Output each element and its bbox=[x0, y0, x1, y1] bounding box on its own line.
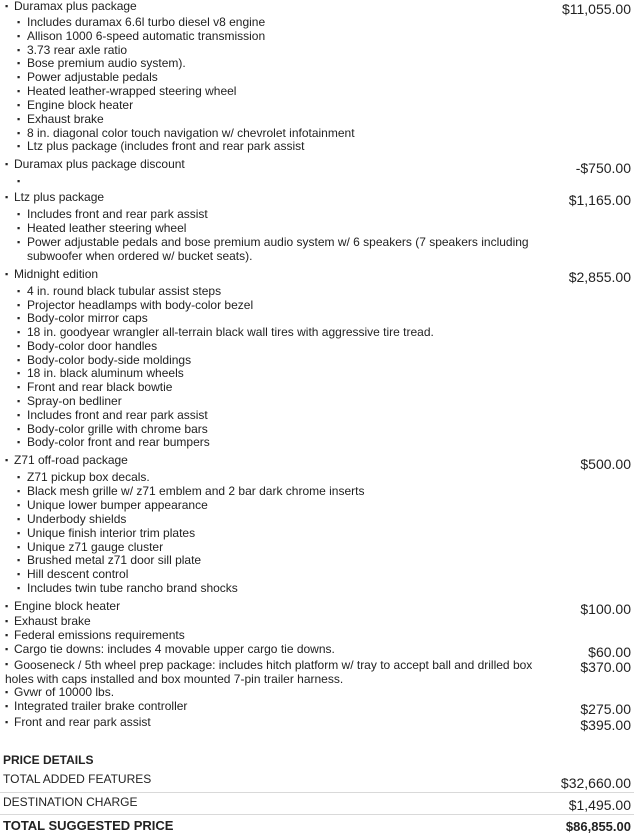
feature-item: ▪ Power adjustable pedals bbox=[17, 71, 547, 85]
option-title: ▪ Cargo tie downs: includes 4 movable upper cargo tie downs. bbox=[5, 643, 335, 656]
feature-item: ▪ Heated leather-wrapped steering wheel bbox=[17, 85, 547, 99]
feature-item: ▪ Z71 pickup box decals. bbox=[17, 471, 547, 485]
option-title: ▪ Federal emissions requirements bbox=[5, 629, 185, 642]
option-price: $11,055.00 bbox=[561, 1, 631, 17]
feature-item: ▪ Projector headlamps with body-color bezel bbox=[17, 299, 547, 313]
feature-item: ▪ Black mesh grille w/ z71 emblem and 2 bar dark chrome inserts bbox=[17, 485, 547, 499]
option-price: $395.00 bbox=[580, 717, 631, 733]
feature-item: ▪ Unique finish interior trim plates bbox=[17, 527, 547, 541]
total-suggested-price-label: TOTAL SUGGESTED PRICE bbox=[3, 818, 174, 833]
option-title: ▪ Gvwr of 10000 lbs. bbox=[5, 686, 114, 699]
feature-item: ▪ Unique z71 gauge cluster bbox=[17, 541, 547, 555]
option-price: $500.00 bbox=[580, 456, 631, 472]
total-added-features-value: $32,660.00 bbox=[560, 775, 631, 791]
feature-item: ▪ 3.73 rear axle ratio bbox=[17, 44, 547, 58]
option-price: $2,855.00 bbox=[568, 269, 631, 285]
feature-item: ▪ Heated leather steering wheel bbox=[17, 222, 547, 236]
option-title: ▪ Integrated trailer brake controller bbox=[5, 700, 187, 713]
feature-item: ▪ Includes twin tube rancho brand shocks bbox=[17, 582, 547, 596]
feature-item: ▪ Body-color front and rear bumpers bbox=[17, 436, 547, 450]
feature-item: ▪ 18 in. goodyear wrangler all-terrain black wall tires with aggressive tire tread. bbox=[17, 326, 547, 340]
option-price: $60.00 bbox=[588, 644, 631, 660]
divider bbox=[0, 814, 634, 815]
feature-item: ▪ Body-color grille with chrome bars bbox=[17, 423, 547, 437]
option-title: ▪ Duramax plus package discount bbox=[5, 158, 185, 171]
feature-item: ▪ Front and rear black bowtie bbox=[17, 381, 547, 395]
option-price: -$750.00 bbox=[575, 160, 631, 176]
total-added-features-label: TOTAL ADDED FEATURES bbox=[3, 772, 152, 786]
feature-item: ▪ Allison 1000 6-speed automatic transmission bbox=[17, 30, 547, 44]
destination-charge-label: DESTINATION CHARGE bbox=[3, 795, 138, 809]
option-title: ▪ Z71 off-road package bbox=[5, 454, 128, 467]
feature-item: ▪ Body-color body-side moldings bbox=[17, 354, 547, 368]
option-title: ▪ Ltz plus package bbox=[5, 191, 104, 204]
option-price: $275.00 bbox=[580, 701, 631, 717]
feature-item: ▪ Power adjustable pedals and bose premium audio system w/ 6 speakers (7 speakers including subwoofer when ordered w/ bucket seats). bbox=[17, 236, 547, 264]
option-title: ▪ Engine block heater bbox=[5, 600, 120, 613]
option-title: ▪ Exhaust brake bbox=[5, 615, 91, 628]
option-title: ▪ Midnight edition bbox=[5, 268, 98, 281]
feature-item: ▪ Body-color door handles bbox=[17, 340, 547, 354]
feature-item: ▪ Brushed metal z71 door sill plate bbox=[17, 554, 547, 568]
feature-item: ▪ Includes duramax 6.6l turbo diesel v8 engine bbox=[17, 16, 547, 30]
feature-item: ▪ Bose premium audio system). bbox=[17, 57, 547, 71]
divider bbox=[0, 792, 634, 793]
feature-item: ▪ Exhaust brake bbox=[17, 113, 547, 127]
option-price: $100.00 bbox=[580, 601, 631, 617]
feature-item: ▪ 18 in. black aluminum wheels bbox=[17, 367, 547, 381]
option-title: ▪ Front and rear park assist bbox=[5, 716, 151, 729]
feature-item: ▪ Ltz plus package (includes front and rear park assist bbox=[17, 140, 547, 154]
feature-item: ▪ Spray-on bedliner bbox=[17, 395, 547, 409]
option-price: $370.00 bbox=[580, 659, 631, 675]
feature-item: ▪ Underbody shields bbox=[17, 513, 547, 527]
feature-item: ▪ Includes front and rear park assist bbox=[17, 409, 547, 423]
option-title: ▪ Duramax plus package bbox=[5, 0, 137, 13]
feature-item: ▪ Hill descent control bbox=[17, 568, 547, 582]
feature-item: ▪ 8 in. diagonal color touch navigation w/ chevrolet infotainment bbox=[17, 127, 547, 141]
option-price: $1,165.00 bbox=[568, 192, 631, 208]
feature-item: ▪ Engine block heater bbox=[17, 99, 547, 113]
price-details-heading: PRICE DETAILS bbox=[3, 753, 94, 767]
total-suggested-price-value: $86,855.00 bbox=[565, 819, 631, 834]
feature-item: ▪ Includes front and rear park assist bbox=[17, 208, 547, 222]
destination-charge-value: $1,495.00 bbox=[568, 797, 631, 813]
feature-item: ▪ Body-color mirror caps bbox=[17, 312, 547, 326]
option-title: ▪ Gooseneck / 5th wheel prep package: includes hitch platform w/ tray to accept ball and drilled box holes with caps installed and box mounted 7-pin trailer harness. bbox=[5, 658, 550, 686]
feature-item: ▪ Unique lower bumper appearance bbox=[17, 499, 547, 513]
feature-item: ▪ 4 in. round black tubular assist steps bbox=[17, 285, 547, 299]
